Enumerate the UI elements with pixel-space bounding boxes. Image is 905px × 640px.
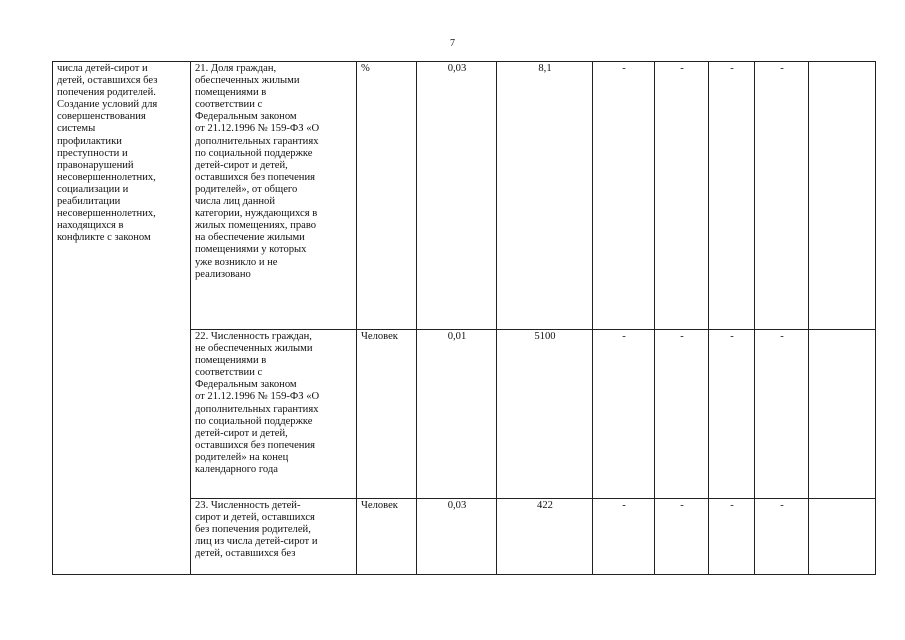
year-2-cell: - xyxy=(655,499,709,575)
year-1-cell: - xyxy=(593,330,655,499)
year-4-cell: - xyxy=(755,330,809,499)
extra-cell xyxy=(809,330,876,499)
weight-cell: 0,01 xyxy=(417,330,497,499)
year-2-cell: - xyxy=(655,62,709,330)
year-3-cell: - xyxy=(709,62,755,330)
year-1-cell: - xyxy=(593,499,655,575)
unit-cell: Человек xyxy=(357,330,417,499)
year-4-cell: - xyxy=(755,62,809,330)
year-2-cell: - xyxy=(655,330,709,499)
unit-cell: Человек xyxy=(357,499,417,575)
indicator-cell: 22. Численность граждан, не обеспеченных жилыми помещениями в соответствии с Федеральным законом от 21.12.1996 № 159-ФЗ «О дополнительных гарантиях по социальной поддержке детей-сирот и детей, оставшихся без попечения родителей» на конец календарного года xyxy=(191,330,357,499)
base-value-cell: 8,1 xyxy=(497,62,593,330)
unit-cell: % xyxy=(357,62,417,330)
page-number: 7 xyxy=(450,38,455,49)
indicator-cell: 21. Доля граждан, обеспеченных жилыми помещениями в соответствии с Федеральным законом от 21.12.1996 № 159-ФЗ «О дополнительных гарантиях по социальной поддержке детей-сирот и детей, оставшихся без попечения родителей», от общего числа лиц данной категории, нуждающихся в жилых помещениях, право на обеспечение жилыми помещениями у которых уже возникло и не реализовано xyxy=(191,62,357,330)
base-value-cell: 422 xyxy=(497,499,593,575)
year-3-cell: - xyxy=(709,330,755,499)
weight-cell: 0,03 xyxy=(417,499,497,575)
year-3-cell: - xyxy=(709,499,755,575)
extra-cell xyxy=(809,499,876,575)
year-1-cell: - xyxy=(593,62,655,330)
base-value-cell: 5100 xyxy=(497,330,593,499)
weight-cell: 0,03 xyxy=(417,62,497,330)
extra-cell xyxy=(809,62,876,330)
indicator-cell: 23. Численность детей- сирот и детей, оставшихся без попечения родителей, лиц из числа детей-сирот и детей, оставшихся без xyxy=(191,499,357,575)
goal-cell: числа детей-сирот и детей, оставшихся без попечения родителей. Создание условий для совершенствования системы профилактики преступности и правонарушений несовершеннолетних, социализации и реабилитации несовершеннолетних, находящихся в конфликте с законом xyxy=(53,62,191,575)
year-4-cell: - xyxy=(755,499,809,575)
indicators-table xyxy=(52,61,876,575)
table-row xyxy=(53,62,876,330)
